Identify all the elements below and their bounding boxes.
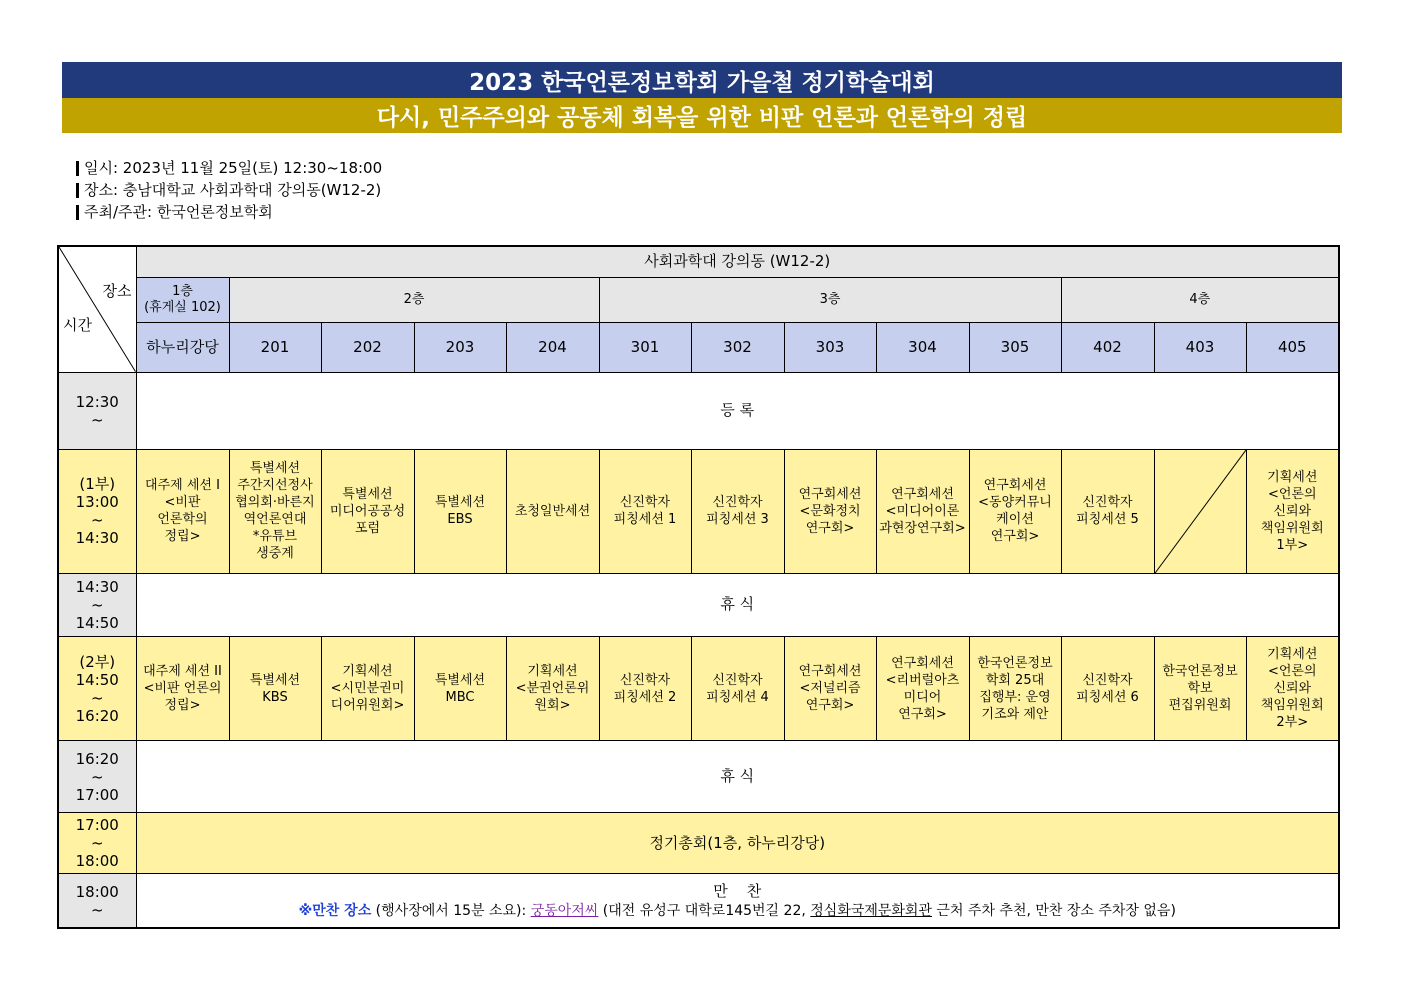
floor-1-header: 1층 (휴게실 102) — [136, 277, 229, 322]
bullet-bar-icon — [76, 205, 79, 220]
info-date: 일시: 2023년 11월 25일(토) 12:30~18:00 — [76, 157, 382, 179]
bullet-bar-icon — [76, 161, 79, 176]
room-header: 304 — [876, 322, 969, 372]
floor-2-header: 2층 — [229, 277, 599, 322]
room-header: 305 — [969, 322, 1061, 372]
time-part2: (2부) 14:50 ~ 16:20 — [58, 637, 136, 741]
header-corner — [58, 246, 136, 372]
info-place: 장소: 충남대학교 사회과학대 강의동(W12-2) — [76, 179, 382, 201]
conference-title: 2023 한국언론정보학회 가을철 정기학술대회 — [62, 62, 1342, 98]
room-header: 402 — [1061, 322, 1154, 372]
session-cell: 대주제 세션 I <비판 언론학의 정립> — [136, 449, 229, 573]
corner-place-label: 장소 — [102, 282, 132, 300]
session-cell: 기획세션 <언론의 신뢰와 책임위원회 1부> — [1246, 449, 1339, 573]
time-part1: (1부) 13:00 ~ 14:30 — [58, 449, 136, 573]
session-cell: 특별세션 미디어공공성 포럼 — [321, 449, 414, 573]
session-cell: 한국언론정보 학보 편집위원회 — [1154, 637, 1246, 741]
registration-row: 등 록 — [136, 372, 1339, 449]
session-cell: 연구회세션 <리버럴아츠 미디어 연구회> — [876, 637, 969, 741]
dinner-row — [136, 874, 1339, 928]
session-cell: 신진학자 피칭세션 6 — [1061, 637, 1154, 741]
room-header: 405 — [1246, 322, 1339, 372]
session-cell: 초청일반세션 — [506, 449, 599, 573]
room-header: 301 — [599, 322, 691, 372]
schedule-table — [57, 245, 1340, 929]
dinner-venue-label: ※만찬 장소 — [298, 902, 372, 919]
room-header: 303 — [784, 322, 876, 372]
break-row: 휴 식 — [136, 741, 1339, 813]
session-cell: 연구회세션 <저널리즘 연구회> — [784, 637, 876, 741]
dinner-info — [137, 901, 1339, 921]
session-cell: 연구회세션 <동양커뮤니 케이션 연구회> — [969, 449, 1061, 573]
session-cell: 신진학자 피칭세션 3 — [691, 449, 784, 573]
general-meeting-row: 정기총회(1층, 하누리강당) — [136, 813, 1339, 874]
session-cell: 신진학자 피칭세션 1 — [599, 449, 691, 573]
parking-note: 근처 주차 추천 — [931, 902, 1027, 919]
room-header: 201 — [229, 322, 321, 372]
session-cell: 신진학자 피칭세션 2 — [599, 637, 691, 741]
room-header: 204 — [506, 322, 599, 372]
session-cell: 특별세션 KBS — [229, 637, 321, 741]
diagonal-line-icon — [1155, 450, 1246, 573]
restaurant-link[interactable]: 궁동아저씨 — [530, 902, 599, 919]
session-cell: 신진학자 피칭세션 5 — [1061, 449, 1154, 573]
session-cell: 특별세션 주간지선정사 협의회·바른지 역언론연대 *유튜브 생중계 — [229, 449, 321, 573]
session-cell: 연구회세션 <문화정치 연구회> — [784, 449, 876, 573]
break-row: 휴 식 — [136, 573, 1339, 636]
session-cell: 한국언론정보 학회 25대 집행부: 운영 기조와 제안 — [969, 637, 1061, 741]
info-host: 주최/주관: 한국언론정보학회 — [76, 201, 382, 223]
session-cell: 신진학자 피칭세션 4 — [691, 637, 784, 741]
corner-time-label: 시간 — [63, 316, 92, 334]
session-cell: 기획세션 <언론의 신뢰와 책임위원회 2부> — [1246, 637, 1339, 741]
dinner-note: (행사장에서 15분 소요): — [371, 902, 531, 919]
conference-theme: 다시, 민주주의와 공동체 회복을 위한 비판 언론과 언론학의 정립 — [62, 98, 1342, 133]
session-cell: 기획세션 <분권언론위 원회> — [506, 637, 599, 741]
session-cell: 기획세션 <시민분권미 디어위원회> — [321, 637, 414, 741]
time-break1: 14:30 ~ 14:50 — [58, 573, 136, 636]
room-header: 203 — [414, 322, 506, 372]
time-break2: 16:20 ~ 17:00 — [58, 741, 136, 813]
empty-session-cell — [1154, 449, 1246, 573]
room-header: 하누리강당 — [136, 322, 229, 372]
time-dinner: 18:00 ~ — [58, 874, 136, 928]
parking-place: 정심화국제문화회관 — [810, 902, 932, 919]
time-registration: 12:30 ~ — [58, 372, 136, 449]
room-header: 302 — [691, 322, 784, 372]
diagonal-line-icon — [59, 247, 136, 372]
event-info — [76, 157, 382, 223]
floor-4-header: 4층 — [1061, 277, 1339, 322]
dinner-title: 만 찬 — [713, 881, 762, 900]
dinner-address: (대전 유성구 대학로145번길 22, — [598, 902, 811, 919]
room-header: 403 — [1154, 322, 1246, 372]
session-cell: 특별세션 EBS — [414, 449, 506, 573]
floor-3-header: 3층 — [599, 277, 1061, 322]
bullet-bar-icon — [76, 183, 79, 198]
time-general-meeting: 17:00 ~ 18:00 — [58, 813, 136, 874]
dinner-note-end: , 만찬 장소 주차장 없음) — [1026, 902, 1176, 919]
session-cell: 특별세션 MBC — [414, 637, 506, 741]
building-header: 사회과학대 강의동 (W12-2) — [136, 246, 1339, 277]
session-cell: 대주제 세션 II <비판 언론의 정립> — [136, 637, 229, 741]
session-cell: 연구회세션 <미디어이론 과현장연구회> — [876, 449, 969, 573]
room-header: 202 — [321, 322, 414, 372]
